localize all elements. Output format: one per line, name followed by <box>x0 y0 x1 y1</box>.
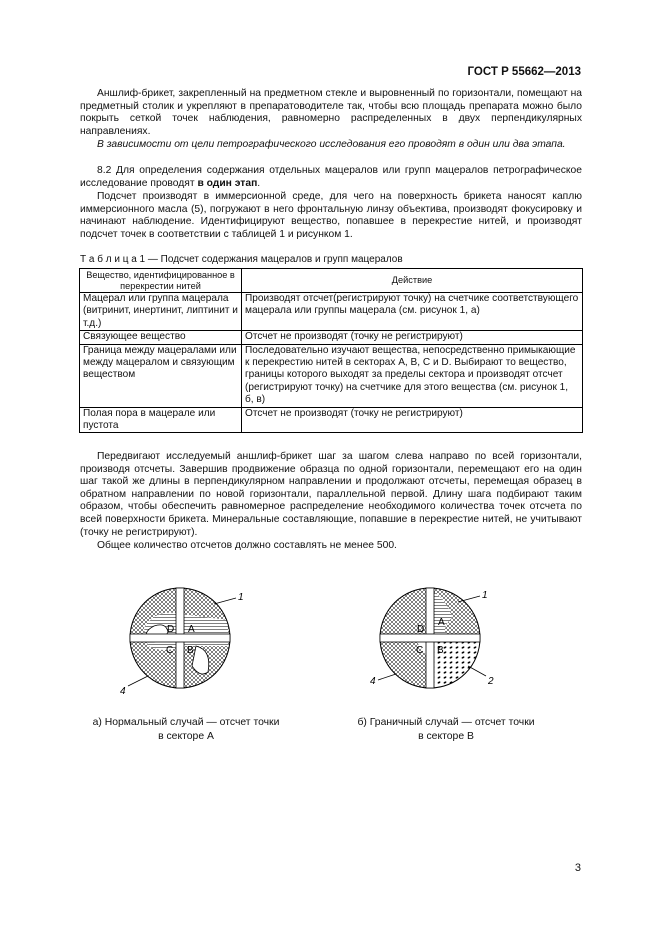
sector-label-a: A <box>438 617 445 628</box>
paragraph-3-emphasis: в один этап <box>197 177 258 189</box>
table-caption: Т а б л и ц а 1 — Подсчет содержания мацералов и групп мацералов <box>80 254 403 265</box>
sector-label-b: B <box>187 645 194 656</box>
table-cell: Граница между мацералами или между мацералом и связующим веществом <box>80 344 242 407</box>
paragraph-3-end: . <box>257 177 261 189</box>
document-id: ГОСТ Р 55662—2013 <box>467 66 581 78</box>
table-cell: Связующее вещество <box>80 331 242 344</box>
figure-caption-a-line-2: в секторе А <box>158 731 214 742</box>
table-row <box>80 407 583 433</box>
table-cell: Производят отсчет(регистрируют точку) на счетчике соответствующего мацерала или группы мацерала (см. рисунок 1, а) <box>242 293 583 331</box>
figure-caption-b <box>330 716 562 744</box>
callout-4: 4 <box>120 686 126 697</box>
table-cell: Отсчет не производят (точку не регистрируют) <box>242 331 583 344</box>
figure-caption-b-line-2: в секторе В <box>418 731 474 742</box>
table-cell: Мацерал или группа мацерала (витринит, инертинит, липтинит и т.д.) <box>80 293 242 331</box>
paragraph-6: Общее количество отсчетов должно составлять не менее 500. <box>97 540 397 551</box>
sector-label-c: C <box>416 645 424 656</box>
table-row <box>80 344 583 407</box>
callout-2: 2 <box>488 676 494 687</box>
page-number: 3 <box>574 862 581 874</box>
callout-1: 1 <box>238 592 244 603</box>
table-row <box>80 331 583 344</box>
paragraph-1: Аншлиф-брикет, закрепленный на предметном стекле и выровненный по горизонтали, помещают на предметный столик и укрепляют в препаратоводителе так, чтобы всю площадь препарата можно было покрыть сеткой точек наблюдения, равномерно распределенных в двух перпендикулярных направлениях. <box>80 88 582 137</box>
paragraph-5: Передвигают исследуемый аншлиф-брикет шаг за шагом слева направо по всей горизонтали, производя отсчеты. Завершив продвижение образца по одной горизонтали, перемещают его на один шаг такой же длины в перпендикулярном направлении и продолжают отсчеты, перемещая образец в обратном направлении по новой горизонтали, параллельной первой. Длину шага подбирают таким образом, чтобы обеспечить равномерное распределение необходимого количества точек отсчета по всей поверхности брикета. Минеральные составляющие, попавшие в перекрестие нитей, не учитывают (точку не регистрируют). <box>80 451 582 538</box>
sector-label-d: D <box>167 624 175 635</box>
sector-label-b: B <box>437 645 444 656</box>
figure-caption-a-line-1: а) Нормальный случай — отсчет точки <box>92 717 280 728</box>
sector-label-d: D <box>417 624 425 635</box>
paragraph-4: Подсчет производят в иммерсионной среде, для чего на поверхность брикета наносят каплю иммерсионного масла (5), погружают в него фронтальную линзу объектива, производят фокусировку и начинают наблюдение. Идентифицируют вещество, попавшее в перекрестие нитей, и производят подсчет точек в соответствии с таблицей 1 и рисунком 1. <box>80 191 582 240</box>
table-header-substance: Вещество, идентифицированное в перекрестии нитей <box>80 269 242 293</box>
figure-normal-case <box>108 580 268 700</box>
table-header-row <box>80 269 583 293</box>
table-cell: Отсчет не производят (точку не регистрируют) <box>242 407 583 433</box>
figure-caption-a <box>72 716 300 744</box>
table-row <box>80 293 583 331</box>
figure-boundary-case <box>346 580 506 700</box>
sector-label-c: C <box>166 645 174 656</box>
callout-1: 1 <box>482 590 488 601</box>
sector-label-a: A <box>188 624 195 635</box>
paragraph-3-text: 8.2 Для определения содержания отдельных мацералов или групп мацералов петрографическое исследование проводят <box>80 165 582 189</box>
figure-caption-b-line-1: б) Граничный случай — отсчет точки <box>357 717 535 728</box>
table-cell: Последовательно изучают вещества, непосредственно примыкающие к перекрестию нитей в секторах A, B, C и D. Выбирают то вещество, границы которого выходят за пределы сектора и производят отсчет (регистрируют точку) на счетчике для этого вещества (см. рисунок 1, б, в) <box>242 344 583 407</box>
table-header-action: Действие <box>242 269 583 293</box>
callout-4: 4 <box>370 676 376 687</box>
paragraph-2: В зависимости от цели петрографического исследования его проводят в один или два этапа. <box>97 139 566 150</box>
paragraph-3 <box>80 165 582 190</box>
maceral-table <box>79 268 583 433</box>
table-cell: Полая пора в мацерале или пустота <box>80 407 242 433</box>
